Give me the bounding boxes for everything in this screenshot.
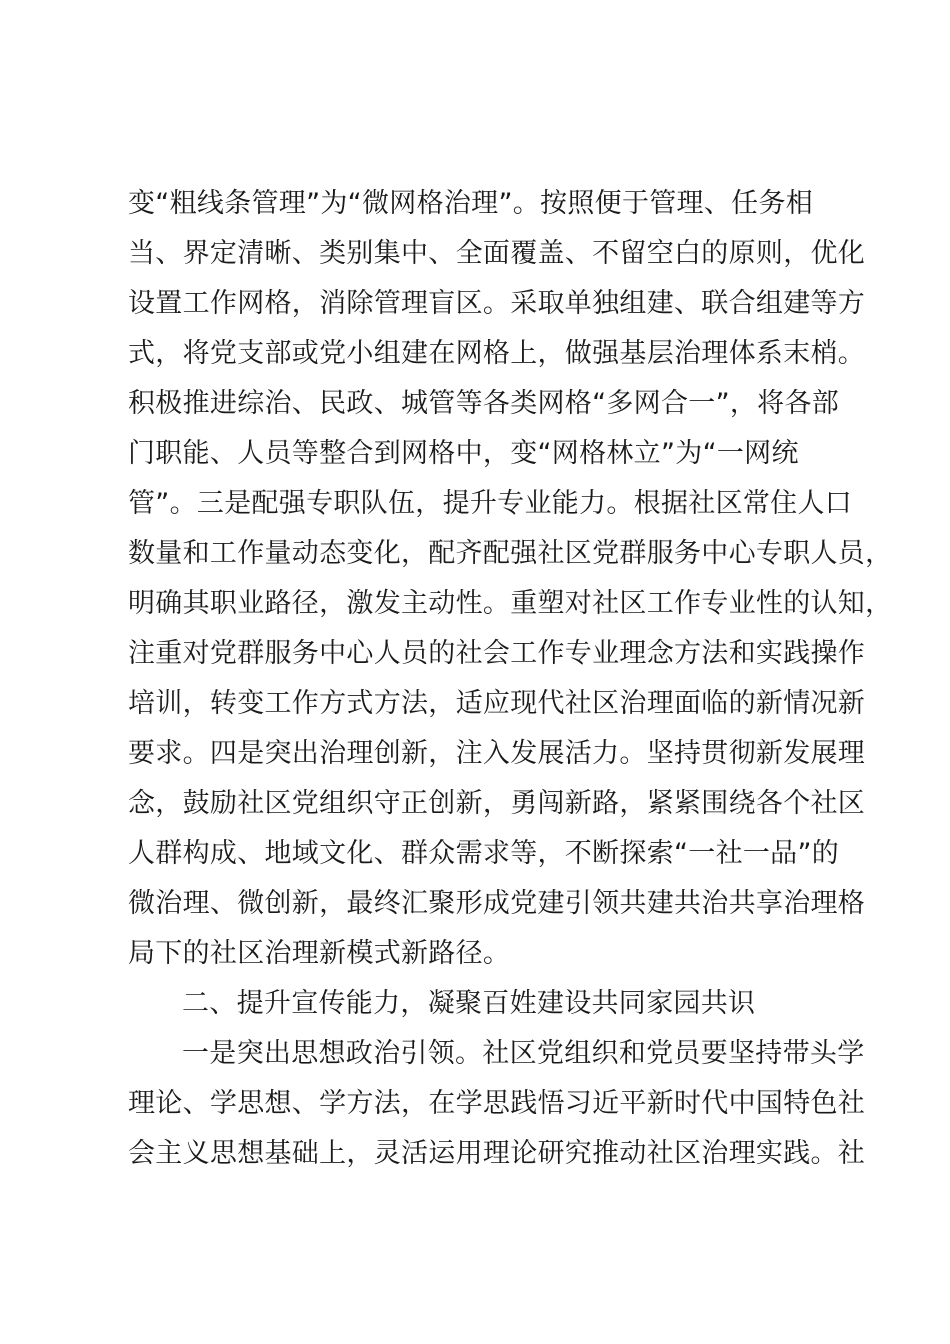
text-line: 局下的社区治理新模式新路径。 — [128, 938, 511, 969]
text-line: 门职能、人员等整合到网格中，变“网格林立”为“一网统 — [128, 438, 799, 469]
section-heading: 二、提升宣传能力，凝聚百姓建设共同家园共识 — [182, 988, 756, 1019]
text-line: 变“粗线条管理”为“微网格治理”。按照便于管理、任务相 — [128, 188, 814, 219]
text-line: 式，将党支部或党小组建在网格上，做强基层治理体系末梢。 — [128, 338, 866, 369]
text-line: 念，鼓励社区党组织守正创新，勇闯新路，紧紧围绕各个社区 — [128, 788, 866, 819]
paragraph-section-two — [128, 1029, 866, 1179]
paragraph-continued — [128, 179, 893, 979]
document-body — [128, 179, 893, 1179]
text-line: 注重对党群服务中心人员的社会工作专业理念方法和实践操作 — [128, 638, 866, 669]
text-line: 人群构成、地域文化、群众需求等，不断探索“一社一品”的 — [128, 838, 840, 869]
text-line: 明确其职业路径，激发主动性。重塑对社区工作专业性的认知， — [128, 588, 893, 619]
text-line: 积极推进综治、民政、城管等各类网格“多网合一”，将各部 — [128, 388, 840, 419]
text-line: 要求。四是突出治理创新，注入发展活力。坚持贯彻新发展理 — [128, 738, 866, 769]
text-line: 数量和工作量动态变化，配齐配强社区党群服务中心专职人员， — [128, 538, 893, 569]
text-line: 微治理、微创新，最终汇聚形成党建引领共建共治共享治理格 — [128, 888, 866, 919]
text-line: 培训，转变工作方式方法，适应现代社区治理面临的新情况新 — [128, 688, 866, 719]
text-line: 会主义思想基础上，灵活运用理论研究推动社区治理实践。社 — [128, 1138, 866, 1169]
text-line: 当、界定清晰、类别集中、全面覆盖、不留空白的原则，优化 — [128, 238, 866, 269]
text-line: 设置工作网格，消除管理盲区。采取单独组建、联合组建等方 — [128, 288, 866, 319]
text-line: 一是突出思想政治引领。社区党组织和党员要坚持带头学 — [182, 1038, 865, 1069]
text-line: 管”。三是配强专职队伍，提升专业能力。根据社区常住人口 — [128, 488, 853, 519]
text-line: 理论、学思想、学方法，在学思践悟习近平新时代中国特色社 — [128, 1088, 866, 1119]
